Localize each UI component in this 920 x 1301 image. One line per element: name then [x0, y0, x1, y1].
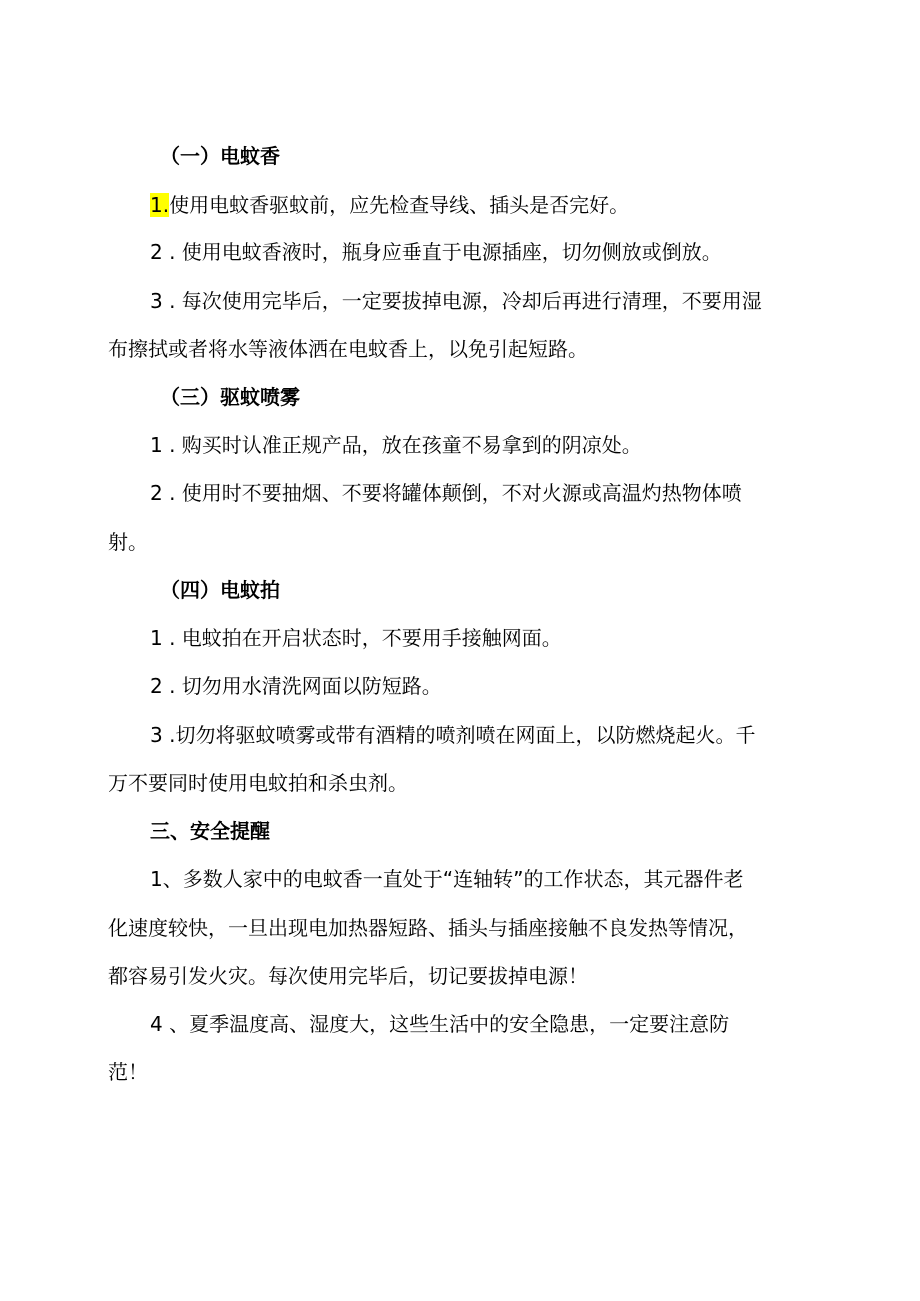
item-safety-2-line-1: 4 、夏季温度高、湿度大，这些生活中的安全隐患，一定要注意防 — [150, 1012, 730, 1036]
item-1-1 — [150, 190, 920, 220]
item-safety-1-line-2: 化速度较快，一旦出现电加热器短路、插头与插座接触不良发热等情况， — [108, 916, 748, 940]
item-1-1-text: 使用电蚊香驱蚊前，应先检查导线、插头是否完好。 — [169, 193, 630, 217]
item-safety-2-line-2: 范！ — [108, 1060, 148, 1084]
heading-mosquito-racket: （四）电蚊拍 — [160, 578, 280, 602]
item-safety-1-line-1: 1、多数人家中的电蚊香一直处于“连轴转”的工作状态，其元器件老 — [150, 867, 744, 891]
item-4-2: 2 . 切勿用水清洗网面以防短路。 — [150, 674, 442, 698]
item-4-1: 1 . 电蚊拍在开启状态时，不要用手接触网面。 — [150, 626, 562, 650]
item-3-2-line-1: 2 . 使用时不要抽烟、不要将罐体颠倒，不对火源或高温灼热物体喷 — [150, 481, 742, 505]
highlighted-list-marker: 1. — [150, 193, 170, 217]
heading-repellent-spray: （三）驱蚊喷雾 — [160, 385, 300, 409]
item-3-1: 1 . 购买时认准正规产品，放在孩童不易拿到的阴凉处。 — [150, 433, 642, 457]
heading-safety-reminder: 三、安全提醒 — [150, 819, 270, 843]
item-4-3-line-1: 3 .切勿将驱蚊喷雾或带有酒精的喷剂喷在网面上，以防燃烧起火。千 — [150, 723, 756, 747]
item-3-2-line-2: 射。 — [108, 530, 148, 554]
item-1-3-line-1: 3 . 每次使用完毕后，一定要拔掉电源，冷却后再进行清理，不要用湿 — [150, 289, 762, 313]
item-safety-1-line-3: 都容易引发火灾。每次使用完毕后，切记要拔掉电源！ — [108, 964, 588, 988]
item-4-3-line-2: 万不要同时使用电蚊拍和杀虫剂。 — [108, 771, 408, 795]
item-1-2: 2 . 使用电蚊香液时，瓶身应垂直于电源插座，切勿侧放或倒放。 — [150, 240, 722, 264]
item-1-3-line-2: 布擦拭或者将水等液体洒在电蚊香上，以免引起短路。 — [108, 337, 588, 361]
heading-electric-coil: （一）电蚊香 — [160, 144, 280, 168]
